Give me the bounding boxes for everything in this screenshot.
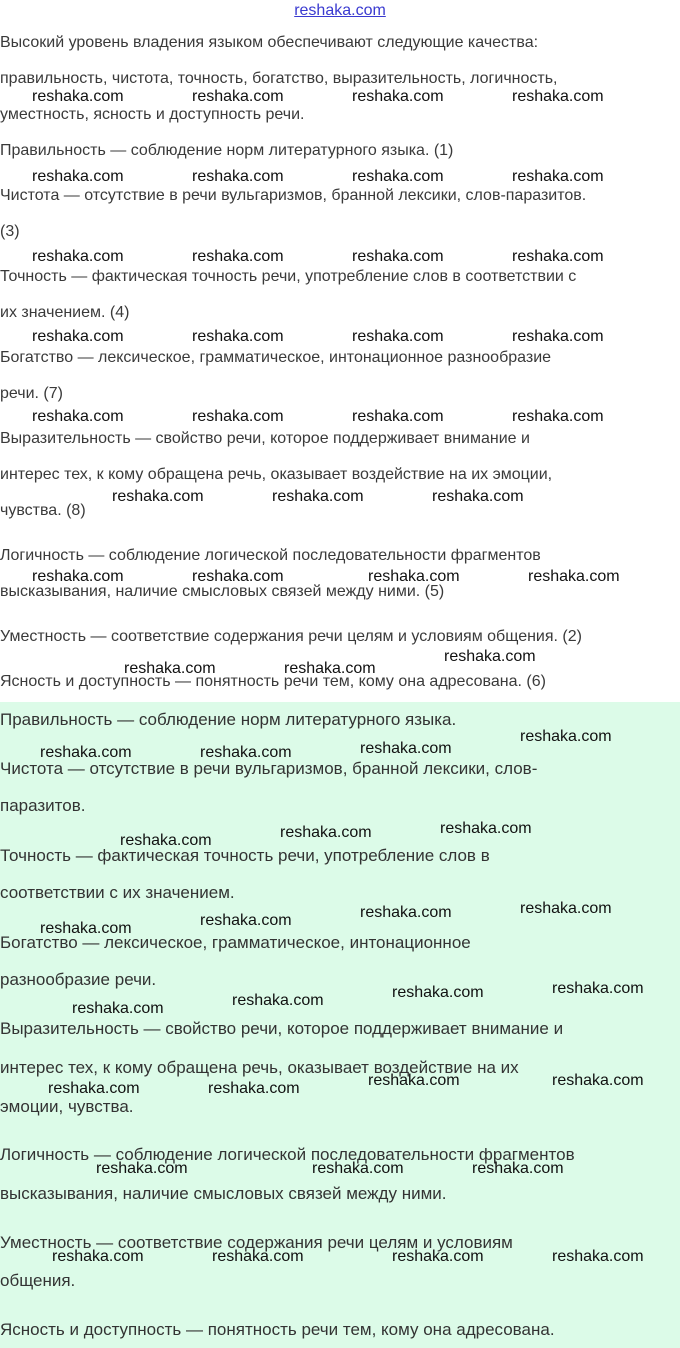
watermark: reshaka.com [32,408,124,425]
watermark: reshaka.com [32,88,124,105]
watermark: reshaka.com [528,568,620,585]
answer-line: разнообразие речи. [0,970,157,989]
task-line: Уместность — соответствие содержания речи целям и условиям общения. (2) [0,628,582,645]
task-line: их значением. (4) [0,304,130,321]
watermark: reshaka.com [212,1248,304,1265]
watermark: reshaka.com [284,660,376,677]
watermark: reshaka.com [368,1072,460,1089]
watermark: reshaka.com [52,1248,144,1265]
watermark: reshaka.com [192,328,284,345]
watermark: reshaka.com [32,568,124,585]
watermark: reshaka.com [200,744,292,761]
answer-line: Выразительность — свойство речи, которое поддерживает внимание и [0,1019,564,1038]
task-line: Точность — фактическая точность речи, употребление слов в соответствии с [0,268,577,285]
answer-line: Точность — фактическая точность речи, употребление слов в [0,846,490,865]
watermark: reshaka.com [272,488,364,505]
watermark: reshaka.com [444,648,536,665]
watermark: reshaka.com [520,728,612,745]
watermark: reshaka.com [48,1080,140,1097]
answer-line: Богатство — лексическое, грамматическое, интонационное [0,933,471,952]
task-line: Правильность — соблюдение норм литературного языка. (1) [0,142,454,159]
watermark: reshaka.com [512,168,604,185]
watermark: reshaka.com [432,488,524,505]
watermark: reshaka.com [512,408,604,425]
watermark: reshaka.com [552,980,644,997]
watermark: reshaka.com [32,168,124,185]
watermark: reshaka.com [368,568,460,585]
task-line: правильность, чистота, точность, богатство, выразительность, логичность, [0,70,558,87]
task-line: Чистота — отсутствие в речи вульгаризмов, бранной лексики, слов-паразитов. [0,187,587,204]
watermark: reshaka.com [360,740,452,757]
task-line: Логичность — соблюдение логической последовательности фрагментов [0,547,541,564]
watermark: reshaka.com [208,1080,300,1097]
watermark: reshaka.com [392,984,484,1001]
answer-line: эмоции, чувства. [0,1097,134,1116]
watermark: reshaka.com [552,1072,644,1089]
answer-line: интерес тех, к кому обращена речь, оказывает воздействие на их [0,1058,519,1077]
watermark: reshaka.com [552,1248,644,1265]
answer-line: соответствии с их значением. [0,883,235,902]
watermark: reshaka.com [512,328,604,345]
watermark: reshaka.com [192,408,284,425]
watermark: reshaka.com [512,248,604,265]
watermark: reshaka.com [40,920,132,937]
watermark: reshaka.com [72,1000,164,1017]
watermark: reshaka.com [192,568,284,585]
watermark: reshaka.com [192,88,284,105]
watermark: reshaka.com [96,1160,188,1177]
watermark: reshaka.com [312,1160,404,1177]
task-line: чувства. (8) [0,502,86,519]
answer-line: Чистота — отсутствие в речи вульгаризмов, бранной лексики, слов- [0,759,538,778]
task-line: высказывания, наличие смысловых связей между ними. (5) [0,583,445,600]
watermark: reshaka.com [352,248,444,265]
watermark: reshaka.com [440,820,532,837]
watermark: reshaka.com [32,328,124,345]
answer-line: Уместность — соответствие содержания речи целям и условиям [0,1233,513,1252]
watermark: reshaka.com [352,88,444,105]
answer-line: Ясность и доступность — понятность речи тем, кому она адресована. [0,1320,555,1339]
task-line: Выразительность — свойство речи, которое поддерживает внимание и [0,430,530,447]
watermark: reshaka.com [280,824,372,841]
task-line: Богатство — лексическое, грамматическое, интонационное разнообразие [0,349,552,366]
task-line: интерес тех, к кому обращена речь, оказывает воздействие на их эмоции, [0,466,553,483]
watermark: reshaka.com [192,248,284,265]
watermark: reshaka.com [512,88,604,105]
watermark: reshaka.com [200,912,292,929]
watermark: reshaka.com [520,900,612,917]
task-line: Высокий уровень владения языком обеспечивают следующие качества: [0,34,539,51]
watermark: reshaka.com [352,408,444,425]
watermark: reshaka.com [192,168,284,185]
site-link[interactable]: reshaka.com [294,2,386,19]
watermark: reshaka.com [392,1248,484,1265]
watermark: reshaka.com [32,248,124,265]
answer-line: высказывания, наличие смысловых связей между ними. [0,1184,447,1203]
task-line: (3) [0,223,20,240]
watermark: reshaka.com [120,832,212,849]
watermark: reshaka.com [352,168,444,185]
answer-line: паразитов. [0,796,86,815]
watermark: reshaka.com [232,992,324,1009]
task-line: речи. (7) [0,385,63,402]
task-line: Ясность и доступность — понятность речи тем, кому она адресована. (6) [0,673,546,690]
answer-line: Правильность — соблюдение норм литературного языка. [0,710,457,729]
answer-line: общения. [0,1271,76,1290]
watermark: reshaka.com [124,660,216,677]
watermark: reshaka.com [40,744,132,761]
watermark: reshaka.com [360,904,452,921]
task-line: уместность, ясность и доступность речи. [0,106,305,123]
watermark: reshaka.com [352,328,444,345]
watermark: reshaka.com [472,1160,564,1177]
answer-line: Логичность — соблюдение логической последовательности фрагментов [0,1145,575,1164]
watermark: reshaka.com [112,488,204,505]
